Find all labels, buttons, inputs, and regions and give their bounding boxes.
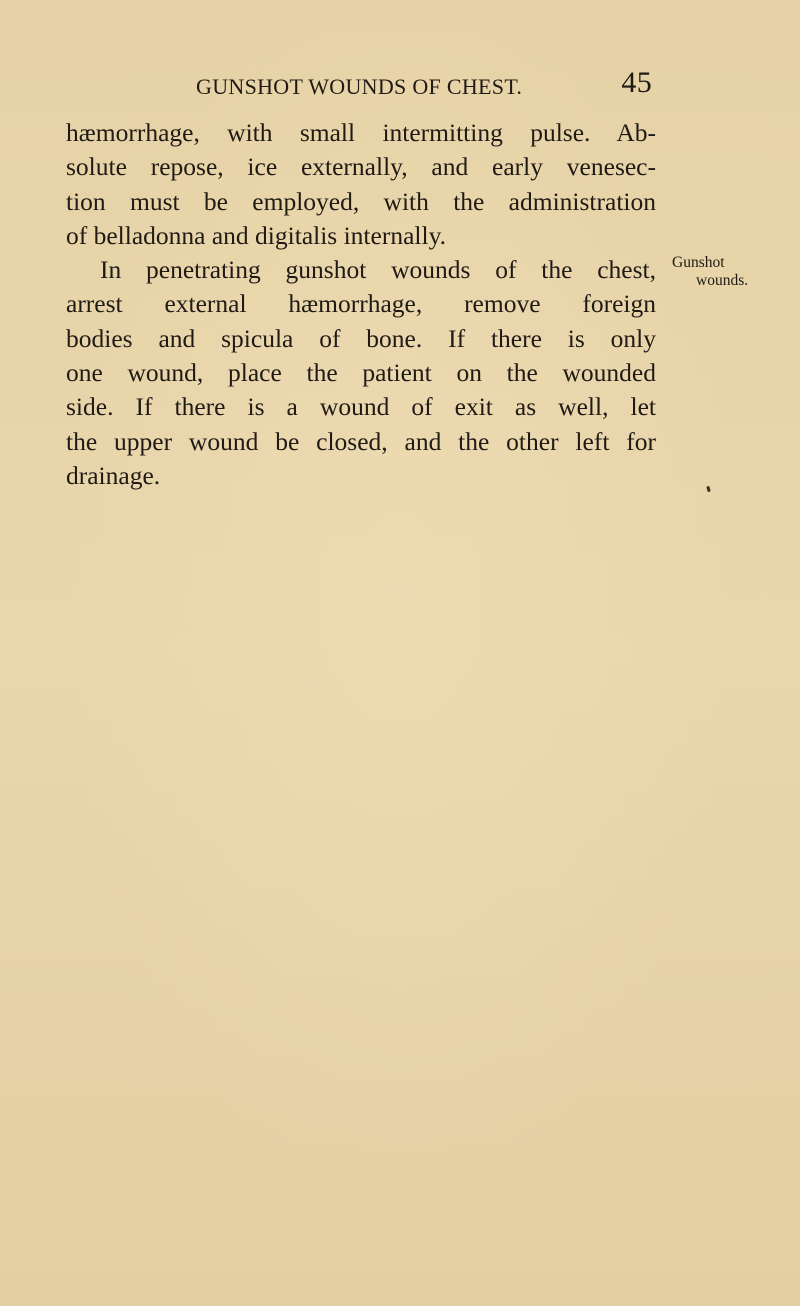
text-line: In penetrating gunshot wounds of the chest, xyxy=(100,255,656,285)
text-line: of belladonna and digitalis internally. xyxy=(66,220,447,250)
text-line: tion must be employed, with the administration xyxy=(66,186,656,216)
page-number: 45 xyxy=(621,66,652,99)
margin-note-line: Gunshot xyxy=(672,254,725,271)
text-line: solute repose, ice externally, and early venesec- xyxy=(66,152,656,182)
text-line: side. If there is a wound of exit as well, let xyxy=(66,392,656,422)
text-line: bodies and spicula of bone. If there is only xyxy=(66,323,656,353)
running-title: GUNSHOT WOUNDS OF CHEST. xyxy=(196,74,523,99)
margin-note-line: wounds. xyxy=(696,272,749,289)
margin-note xyxy=(672,254,792,290)
text-line: drainage. xyxy=(66,460,161,490)
text-line: hæmorrhage, with small intermitting pulse. Ab- xyxy=(66,118,656,147)
text-line: one wound, place the patient on the wounded xyxy=(66,358,656,388)
body-text xyxy=(66,116,656,493)
ink-speck xyxy=(706,486,710,493)
text-line: the upper wound be closed, and the other left for xyxy=(66,426,656,456)
text-line: arrest external hæmorrhage, remove foreign xyxy=(66,289,656,319)
